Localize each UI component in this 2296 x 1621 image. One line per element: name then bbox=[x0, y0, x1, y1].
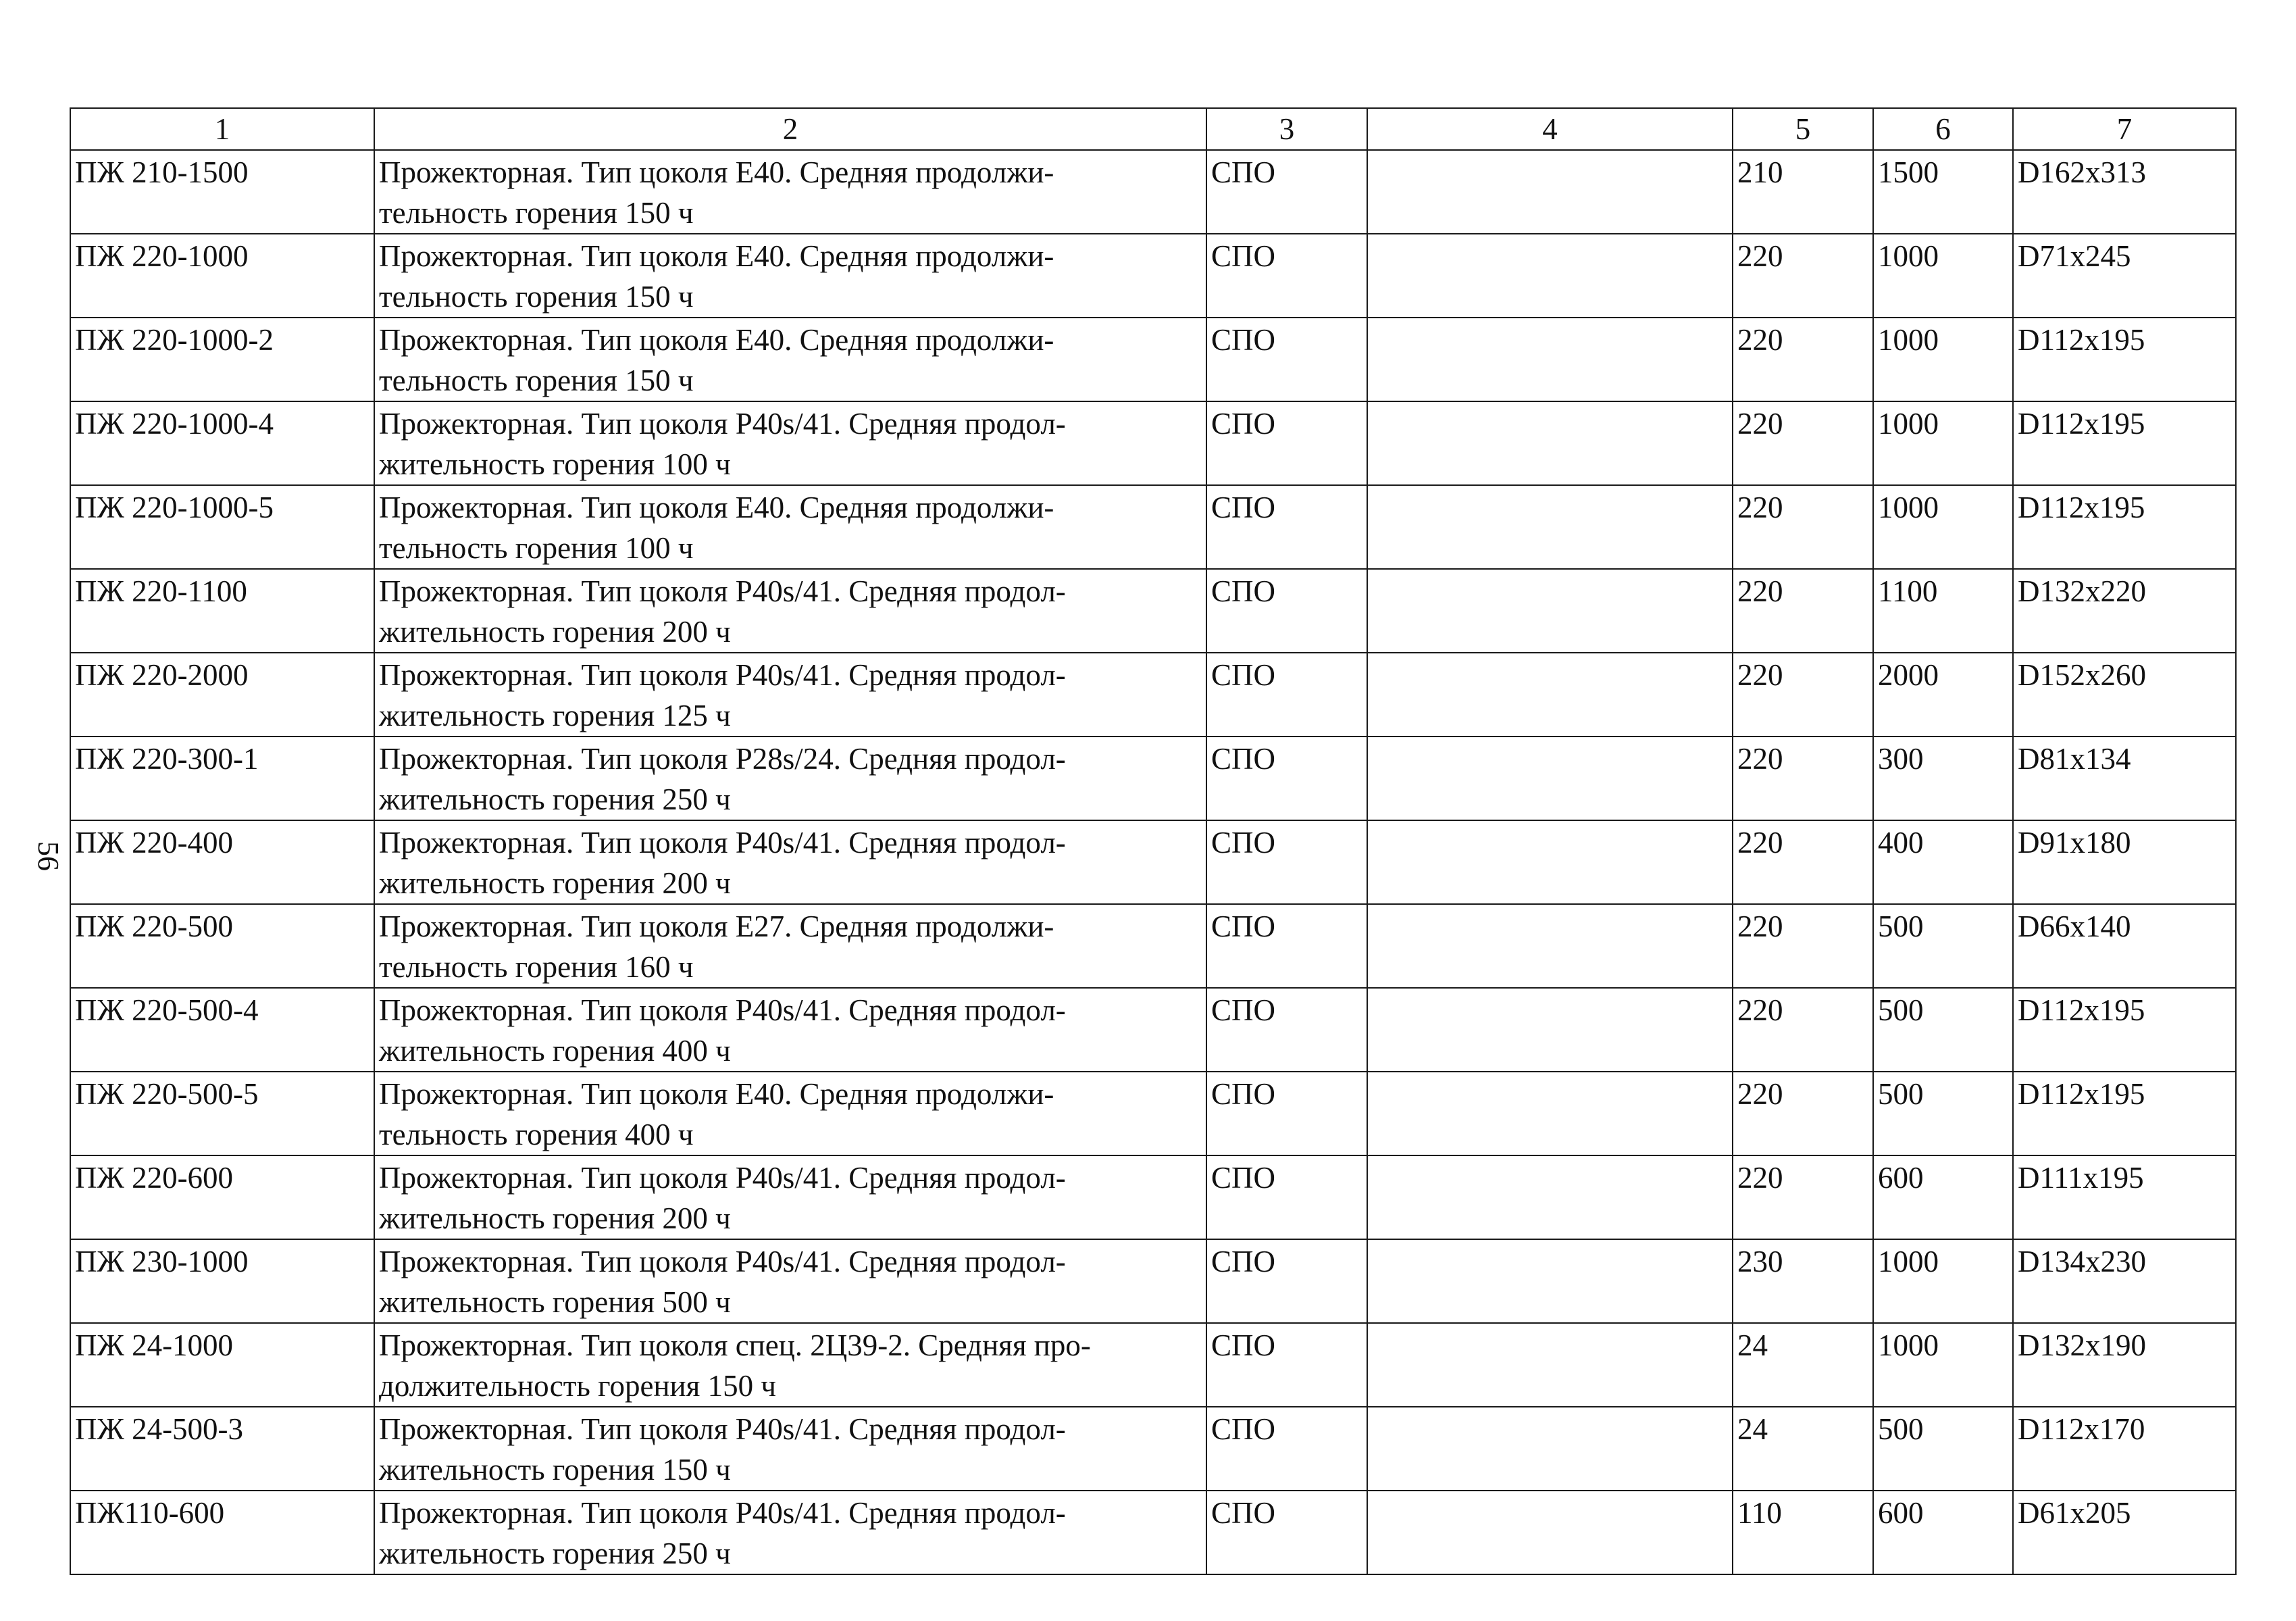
table-row bbox=[70, 988, 2236, 1072]
voltage-cell: 220 bbox=[1733, 653, 1873, 737]
dimensions-cell: D132x220 bbox=[2013, 569, 2236, 653]
description-line: Прожекторная. Тип цоколя Е40. Средняя продолжи- bbox=[379, 491, 1054, 524]
power-cell: 400 bbox=[1873, 820, 2013, 904]
dimensions-cell: D111x195 bbox=[2013, 1155, 2236, 1239]
voltage-cell: 220 bbox=[1733, 401, 1873, 485]
type-cell: СПО bbox=[1206, 1239, 1367, 1323]
description-line: жительность горения 200 ч bbox=[379, 1201, 731, 1235]
lamp-description-cell bbox=[374, 904, 1206, 988]
type-cell: СПО bbox=[1206, 1072, 1367, 1155]
description-line: тельность горения 150 ч bbox=[379, 280, 694, 314]
description-line: тельность горения 160 ч bbox=[379, 950, 694, 984]
power-cell: 500 bbox=[1873, 904, 2013, 988]
power-cell: 600 bbox=[1873, 1491, 2013, 1574]
voltage-cell: 220 bbox=[1733, 318, 1873, 401]
power-cell: 1500 bbox=[1873, 150, 2013, 234]
lamp-description-cell bbox=[374, 401, 1206, 485]
dimensions-cell: D112x195 bbox=[2013, 485, 2236, 569]
voltage-cell: 110 bbox=[1733, 1491, 1873, 1574]
description-line: Прожекторная. Тип цоколя P40s/41. Средняя продол- bbox=[379, 1496, 1066, 1530]
column-header: 5 bbox=[1733, 108, 1873, 150]
lamp-code-cell: ПЖ 220-1000-5 bbox=[70, 485, 374, 569]
table-row bbox=[70, 1072, 2236, 1155]
dimensions-cell: D66x140 bbox=[2013, 904, 2236, 988]
power-cell: 500 bbox=[1873, 1407, 2013, 1491]
lamp-description-cell bbox=[374, 820, 1206, 904]
lamp-description-cell bbox=[374, 485, 1206, 569]
lamp-code-cell: ПЖ 220-1100 bbox=[70, 569, 374, 653]
description-line: Прожекторная. Тип цоколя P40s/41. Средняя продол- bbox=[379, 1161, 1066, 1195]
column-header: 3 bbox=[1206, 108, 1367, 150]
type-cell: СПО bbox=[1206, 988, 1367, 1072]
lamp-code-cell: ПЖ 220-1000 bbox=[70, 234, 374, 318]
lamp-code-cell: ПЖ110-600 bbox=[70, 1491, 374, 1574]
table-header-row bbox=[70, 108, 2236, 150]
description-line: Прожекторная. Тип цоколя Е40. Средняя продолжи- bbox=[379, 239, 1054, 273]
type-cell: СПО bbox=[1206, 318, 1367, 401]
lamp-code-cell: ПЖ 220-500-5 bbox=[70, 1072, 374, 1155]
description-line: Прожекторная. Тип цоколя P40s/41. Средняя продол- bbox=[379, 1245, 1066, 1278]
power-cell: 1000 bbox=[1873, 318, 2013, 401]
type-cell: СПО bbox=[1206, 401, 1367, 485]
dimensions-cell: D61x205 bbox=[2013, 1491, 2236, 1574]
type-cell: СПО bbox=[1206, 1407, 1367, 1491]
empty-cell bbox=[1367, 1491, 1733, 1574]
power-cell: 1100 bbox=[1873, 569, 2013, 653]
lamp-description-cell bbox=[374, 150, 1206, 234]
table-row bbox=[70, 401, 2236, 485]
voltage-cell: 220 bbox=[1733, 234, 1873, 318]
lamp-description-cell bbox=[374, 1491, 1206, 1574]
dimensions-cell: D112x195 bbox=[2013, 318, 2236, 401]
lamp-code-cell: ПЖ 220-600 bbox=[70, 1155, 374, 1239]
table-row bbox=[70, 1491, 2236, 1574]
description-line: Прожекторная. Тип цоколя Е40. Средняя продолжи- bbox=[379, 155, 1054, 189]
table-row bbox=[70, 653, 2236, 737]
power-cell: 1000 bbox=[1873, 401, 2013, 485]
lamp-description-cell bbox=[374, 318, 1206, 401]
dimensions-cell: D112x195 bbox=[2013, 1072, 2236, 1155]
table-row bbox=[70, 318, 2236, 401]
description-line: тельность горения 150 ч bbox=[379, 196, 694, 230]
description-line: жительность горения 500 ч bbox=[379, 1285, 731, 1319]
lamp-description-cell bbox=[374, 569, 1206, 653]
description-line: Прожекторная. Тип цоколя Е40. Средняя продолжи- bbox=[379, 1077, 1054, 1111]
table-row bbox=[70, 820, 2236, 904]
type-cell: СПО bbox=[1206, 820, 1367, 904]
type-cell: СПО bbox=[1206, 569, 1367, 653]
power-cell: 1000 bbox=[1873, 1239, 2013, 1323]
description-line: жительность горения 200 ч bbox=[379, 866, 731, 900]
table-row bbox=[70, 569, 2236, 653]
description-line: жительность горения 250 ч bbox=[379, 1537, 731, 1570]
lamp-description-cell bbox=[374, 234, 1206, 318]
column-header: 4 bbox=[1367, 108, 1733, 150]
description-line: Прожекторная. Тип цоколя Е27. Средняя продолжи- bbox=[379, 909, 1054, 943]
table-row bbox=[70, 1239, 2236, 1323]
lamp-code-cell: ПЖ 220-2000 bbox=[70, 653, 374, 737]
lamp-code-cell: ПЖ 24-1000 bbox=[70, 1323, 374, 1407]
dimensions-cell: D112x195 bbox=[2013, 401, 2236, 485]
description-line: тельность горения 400 ч bbox=[379, 1118, 694, 1151]
power-cell: 1000 bbox=[1873, 485, 2013, 569]
page-number: 56 bbox=[32, 841, 65, 871]
type-cell: СПО bbox=[1206, 653, 1367, 737]
table-row bbox=[70, 1407, 2236, 1491]
lamp-description-cell bbox=[374, 653, 1206, 737]
description-line: тельность горения 100 ч bbox=[379, 531, 694, 565]
table-row bbox=[70, 150, 2236, 234]
power-cell: 500 bbox=[1873, 988, 2013, 1072]
voltage-cell: 220 bbox=[1733, 988, 1873, 1072]
lamp-description-cell bbox=[374, 1239, 1206, 1323]
dimensions-cell: D152x260 bbox=[2013, 653, 2236, 737]
power-cell: 300 bbox=[1873, 737, 2013, 820]
power-cell: 500 bbox=[1873, 1072, 2013, 1155]
empty-cell bbox=[1367, 988, 1733, 1072]
lamp-description-cell bbox=[374, 1072, 1206, 1155]
table-row bbox=[70, 234, 2236, 318]
table-row bbox=[70, 1155, 2236, 1239]
power-cell: 1000 bbox=[1873, 1323, 2013, 1407]
voltage-cell: 230 bbox=[1733, 1239, 1873, 1323]
lamp-code-cell: ПЖ 24-500-3 bbox=[70, 1407, 374, 1491]
power-cell: 600 bbox=[1873, 1155, 2013, 1239]
description-line: Прожекторная. Тип цоколя P40s/41. Средняя продол- bbox=[379, 574, 1066, 608]
power-cell: 2000 bbox=[1873, 653, 2013, 737]
type-cell: СПО bbox=[1206, 737, 1367, 820]
lamp-code-cell: ПЖ 230-1000 bbox=[70, 1239, 374, 1323]
dimensions-cell: D132x190 bbox=[2013, 1323, 2236, 1407]
dimensions-cell: D112x170 bbox=[2013, 1407, 2236, 1491]
description-line: тельность горения 150 ч bbox=[379, 364, 694, 397]
lamp-code-cell: ПЖ 220-400 bbox=[70, 820, 374, 904]
voltage-cell: 210 bbox=[1733, 150, 1873, 234]
type-cell: СПО bbox=[1206, 150, 1367, 234]
empty-cell bbox=[1367, 569, 1733, 653]
voltage-cell: 220 bbox=[1733, 485, 1873, 569]
description-line: должительность горения 150 ч bbox=[379, 1369, 776, 1403]
description-line: жительность горения 400 ч bbox=[379, 1034, 731, 1068]
dimensions-cell: D71x245 bbox=[2013, 234, 2236, 318]
table-row bbox=[70, 737, 2236, 820]
description-line: Прожекторная. Тип цоколя спец. 2Ц39-2. Средняя про- bbox=[379, 1328, 1091, 1362]
empty-cell bbox=[1367, 737, 1733, 820]
lamp-code-cell: ПЖ 220-300-1 bbox=[70, 737, 374, 820]
lamp-description-cell bbox=[374, 1155, 1206, 1239]
column-header: 6 bbox=[1873, 108, 2013, 150]
lamp-code-cell: ПЖ 210-1500 bbox=[70, 150, 374, 234]
lamp-spec-table bbox=[70, 107, 2237, 1575]
description-line: Прожекторная. Тип цоколя Е40. Средняя продолжи- bbox=[379, 323, 1054, 357]
description-line: жительность горения 250 ч bbox=[379, 782, 731, 816]
empty-cell bbox=[1367, 1155, 1733, 1239]
dimensions-cell: D91x180 bbox=[2013, 820, 2236, 904]
voltage-cell: 220 bbox=[1733, 1072, 1873, 1155]
description-line: жительность горения 150 ч bbox=[379, 1453, 731, 1487]
table-row bbox=[70, 904, 2236, 988]
lamp-description-cell bbox=[374, 988, 1206, 1072]
description-line: Прожекторная. Тип цоколя P40s/41. Средняя продол- bbox=[379, 407, 1066, 441]
column-header: 1 bbox=[70, 108, 374, 150]
lamp-code-cell: ПЖ 220-500 bbox=[70, 904, 374, 988]
column-header: 2 bbox=[374, 108, 1206, 150]
type-cell: СПО bbox=[1206, 1323, 1367, 1407]
voltage-cell: 220 bbox=[1733, 737, 1873, 820]
type-cell: СПО bbox=[1206, 485, 1367, 569]
description-line: Прожекторная. Тип цоколя P40s/41. Средняя продол- bbox=[379, 993, 1066, 1027]
empty-cell bbox=[1367, 150, 1733, 234]
power-cell: 1000 bbox=[1873, 234, 2013, 318]
lamp-description-cell bbox=[374, 1407, 1206, 1491]
voltage-cell: 220 bbox=[1733, 569, 1873, 653]
voltage-cell: 220 bbox=[1733, 1155, 1873, 1239]
empty-cell bbox=[1367, 485, 1733, 569]
voltage-cell: 220 bbox=[1733, 904, 1873, 988]
dimensions-cell: D81x134 bbox=[2013, 737, 2236, 820]
description-line: жительность горения 125 ч bbox=[379, 699, 731, 732]
voltage-cell: 24 bbox=[1733, 1407, 1873, 1491]
description-line: Прожекторная. Тип цоколя P40s/41. Средняя продол- bbox=[379, 1412, 1066, 1446]
description-line: жительность горения 200 ч bbox=[379, 615, 731, 649]
empty-cell bbox=[1367, 1323, 1733, 1407]
empty-cell bbox=[1367, 1072, 1733, 1155]
empty-cell bbox=[1367, 653, 1733, 737]
column-header: 7 bbox=[2013, 108, 2236, 150]
table-row bbox=[70, 1323, 2236, 1407]
type-cell: СПО bbox=[1206, 904, 1367, 988]
description-line: Прожекторная. Тип цоколя P40s/41. Средняя продол- bbox=[379, 826, 1066, 859]
description-line: жительность горения 100 ч bbox=[379, 447, 731, 481]
description-line: Прожекторная. Тип цоколя P40s/41. Средняя продол- bbox=[379, 658, 1066, 692]
description-line: Прожекторная. Тип цоколя P28s/24. Средняя продол- bbox=[379, 742, 1066, 776]
dimensions-cell: D112x195 bbox=[2013, 988, 2236, 1072]
empty-cell bbox=[1367, 401, 1733, 485]
type-cell: СПО bbox=[1206, 1491, 1367, 1574]
type-cell: СПО bbox=[1206, 1155, 1367, 1239]
empty-cell bbox=[1367, 904, 1733, 988]
type-cell: СПО bbox=[1206, 234, 1367, 318]
lamp-code-cell: ПЖ 220-1000-4 bbox=[70, 401, 374, 485]
lamp-code-cell: ПЖ 220-500-4 bbox=[70, 988, 374, 1072]
lamp-description-cell bbox=[374, 737, 1206, 820]
voltage-cell: 24 bbox=[1733, 1323, 1873, 1407]
empty-cell bbox=[1367, 1239, 1733, 1323]
empty-cell bbox=[1367, 234, 1733, 318]
lamp-description-cell bbox=[374, 1323, 1206, 1407]
table-row bbox=[70, 485, 2236, 569]
lamp-code-cell: ПЖ 220-1000-2 bbox=[70, 318, 374, 401]
empty-cell bbox=[1367, 1407, 1733, 1491]
dimensions-cell: D134x230 bbox=[2013, 1239, 2236, 1323]
dimensions-cell: D162x313 bbox=[2013, 150, 2236, 234]
empty-cell bbox=[1367, 820, 1733, 904]
voltage-cell: 220 bbox=[1733, 820, 1873, 904]
empty-cell bbox=[1367, 318, 1733, 401]
